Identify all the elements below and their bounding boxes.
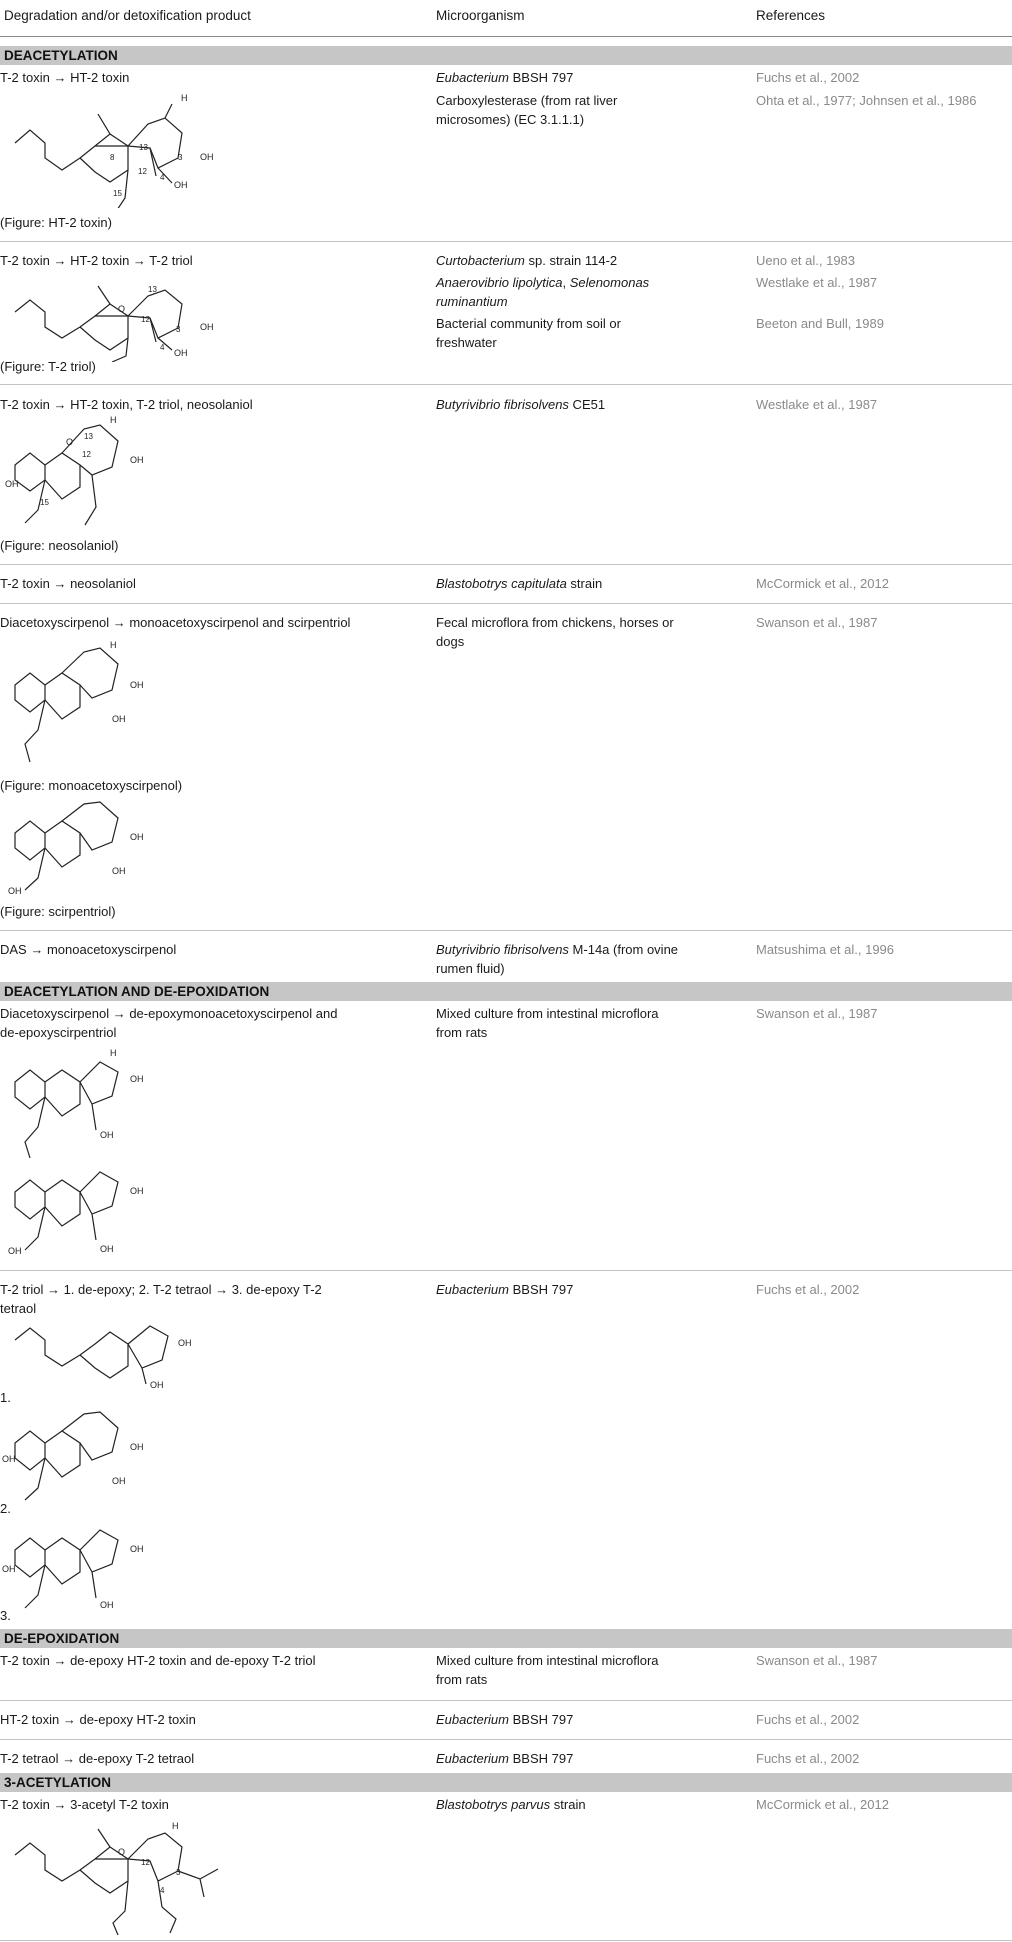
section-header: 3-ACETYLATION bbox=[0, 1773, 1012, 1792]
organism-text: Mixed culture from intestinal microflora bbox=[436, 1006, 659, 1021]
organism-text: ruminantium bbox=[436, 294, 508, 309]
svg-text:12: 12 bbox=[141, 315, 150, 324]
reference-text: Beeton and Bull, 1989 bbox=[756, 316, 884, 331]
section-header: DEACETYLATION AND DE-EPOXIDATION bbox=[0, 982, 1012, 1001]
product-text: Diacetoxyscirpenol → monoacetoxyscirpenol and scirpentriol bbox=[0, 615, 351, 630]
svg-text:OH: OH bbox=[130, 1074, 144, 1084]
svg-text:4: 4 bbox=[160, 343, 165, 352]
organism-text: Eubacterium BBSH 797 bbox=[436, 1751, 574, 1766]
structure-t2-triol bbox=[0, 272, 260, 362]
figure-caption: (Figure: neosolaniol) bbox=[0, 538, 119, 553]
svg-text:H: H bbox=[172, 1821, 179, 1831]
organism-text: freshwater bbox=[436, 335, 497, 350]
organism-text: dogs bbox=[436, 634, 465, 649]
reference-text: Fuchs et al., 2002 bbox=[756, 70, 860, 85]
organism-text: Blastobotrys capitulata strain bbox=[436, 576, 603, 591]
structure-label: 2. bbox=[0, 1501, 11, 1516]
svg-text:H: H bbox=[181, 93, 188, 103]
col-header-organism: Microorganism bbox=[436, 8, 525, 23]
col-header-product: Degradation and/or detoxification product bbox=[4, 8, 251, 23]
svg-text:H: H bbox=[110, 415, 117, 425]
product-text: T-2 triol → 1. de-epoxy; 2. T-2 tetraol → 3. de-epoxy T-2 bbox=[0, 1282, 322, 1297]
structure-label: 3. bbox=[0, 1608, 11, 1623]
section-header: DEACETYLATION bbox=[0, 46, 1012, 65]
structure-t2-tetraol bbox=[0, 1408, 260, 1508]
svg-text:OH: OH bbox=[130, 832, 144, 842]
structure-de-epoxy-t2-triol bbox=[0, 1318, 260, 1390]
col-header-references: References bbox=[756, 8, 826, 23]
organism-text: Blastobotrys parvus strain bbox=[436, 1797, 586, 1812]
structure-label: 1. bbox=[0, 1390, 11, 1405]
svg-text:OH: OH bbox=[178, 1338, 192, 1348]
product-text: T-2 toxin → HT-2 toxin → T-2 triol bbox=[0, 253, 193, 268]
svg-text:12: 12 bbox=[82, 450, 91, 459]
structure-3-acetyl-t2-toxin bbox=[0, 1815, 260, 1937]
figure-caption: (Figure: monoacetoxyscirpenol) bbox=[0, 778, 183, 793]
figure-caption: (Figure: T-2 triol) bbox=[0, 359, 96, 374]
product-text: DAS → monoacetoxyscirpenol bbox=[0, 942, 177, 957]
svg-text:OH: OH bbox=[100, 1600, 114, 1610]
structure-de-epoxy-t2-tetraol bbox=[0, 1520, 260, 1615]
section-header: DE-EPOXIDATION bbox=[0, 1629, 1012, 1648]
svg-text:OH: OH bbox=[100, 1244, 114, 1254]
organism-text: Eubacterium BBSH 797 bbox=[436, 1282, 574, 1297]
svg-text:OH: OH bbox=[150, 1380, 164, 1390]
svg-text:H: H bbox=[110, 1048, 117, 1058]
structure-de-epoxymonoacetoxyscirpenol bbox=[0, 1042, 260, 1162]
svg-text:OH: OH bbox=[130, 1186, 144, 1196]
organism-text: Butyrivibrio fibrisolvens M-14a (from ovine bbox=[436, 942, 679, 957]
row-separator bbox=[0, 241, 1012, 242]
reference-text: Ohta et al., 1977; Johnsen et al., 1986 bbox=[756, 93, 977, 108]
organism-text: Mixed culture from intestinal microflora bbox=[436, 1653, 659, 1668]
product-text: de-epoxyscirpentriol bbox=[0, 1025, 117, 1040]
reference-text: Fuchs et al., 2002 bbox=[756, 1751, 860, 1766]
organism-text: rumen fluid) bbox=[436, 961, 505, 976]
table-header bbox=[0, 0, 1012, 37]
svg-text:OH: OH bbox=[200, 322, 214, 332]
svg-text:OH: OH bbox=[8, 1246, 22, 1256]
organism-text: Butyrivibrio fibrisolvens CE51 bbox=[436, 397, 606, 412]
svg-text:4: 4 bbox=[160, 1886, 165, 1895]
reference-text: Ueno et al., 1983 bbox=[756, 253, 856, 268]
row-separator bbox=[0, 1700, 1012, 1701]
structure-ht2-toxin bbox=[0, 88, 260, 208]
reference-text: Fuchs et al., 2002 bbox=[756, 1282, 860, 1297]
organism-text: Anaerovibrio lipolytica, Selenomonas bbox=[436, 275, 650, 290]
svg-text:H: H bbox=[110, 640, 117, 650]
product-text: tetraol bbox=[0, 1301, 37, 1316]
svg-text:12: 12 bbox=[138, 167, 147, 176]
organism-text: Fecal microflora from chickens, horses or bbox=[436, 615, 674, 630]
reference-text: McCormick et al., 2012 bbox=[756, 1797, 889, 1812]
svg-text:4: 4 bbox=[160, 173, 165, 182]
svg-text:OH: OH bbox=[112, 1476, 126, 1486]
row-separator bbox=[0, 603, 1012, 604]
svg-text:OH: OH bbox=[130, 1544, 144, 1554]
svg-text:OH: OH bbox=[174, 180, 188, 190]
figure-caption: (Figure: scirpentriol) bbox=[0, 904, 116, 919]
svg-text:O: O bbox=[118, 304, 126, 314]
svg-text:8: 8 bbox=[110, 153, 115, 162]
svg-text:OH: OH bbox=[5, 479, 19, 489]
product-text: T-2 toxin → HT-2 toxin bbox=[0, 70, 130, 85]
organism-text: from rats bbox=[436, 1672, 488, 1687]
product-text: T-2 tetraol → de-epoxy T-2 tetraol bbox=[0, 1751, 195, 1766]
reference-text: Fuchs et al., 2002 bbox=[756, 1712, 860, 1727]
product-text: T-2 toxin → neosolaniol bbox=[0, 576, 136, 591]
product-text: Diacetoxyscirpenol → de-epoxymonoacetoxyscirpenol and bbox=[0, 1006, 338, 1021]
organism-text: microsomes) (EC 3.1.1.1) bbox=[436, 112, 585, 127]
svg-text:OH: OH bbox=[130, 680, 144, 690]
organism-text: Carboxylesterase (from rat liver bbox=[436, 93, 618, 108]
svg-text:OH: OH bbox=[112, 866, 126, 876]
reference-text: Westlake et al., 1987 bbox=[756, 275, 878, 290]
reference-text: Swanson et al., 1987 bbox=[756, 615, 878, 630]
structure-de-epoxyscirpentriol bbox=[0, 1162, 260, 1262]
table-bottom-rule bbox=[0, 1940, 1012, 1941]
row-separator bbox=[0, 564, 1012, 565]
svg-text:OH: OH bbox=[200, 152, 214, 162]
svg-text:OH: OH bbox=[2, 1564, 16, 1574]
product-text: T-2 toxin → 3-acetyl T-2 toxin bbox=[0, 1797, 169, 1812]
reference-text: Westlake et al., 1987 bbox=[756, 397, 878, 412]
reference-text: Swanson et al., 1987 bbox=[756, 1006, 878, 1021]
product-text: T-2 toxin → HT-2 toxin, T-2 triol, neosolaniol bbox=[0, 397, 253, 412]
organism-text: Bacterial community from soil or bbox=[436, 316, 621, 331]
figure-caption: (Figure: HT-2 toxin) bbox=[0, 215, 112, 230]
svg-text:15: 15 bbox=[40, 498, 49, 507]
svg-text:OH: OH bbox=[2, 1454, 16, 1464]
organism-text: from rats bbox=[436, 1025, 488, 1040]
svg-text:O: O bbox=[66, 437, 74, 447]
row-separator bbox=[0, 384, 1012, 385]
svg-text:OH: OH bbox=[130, 1442, 144, 1452]
structure-neosolaniol bbox=[0, 415, 260, 535]
svg-text:OH: OH bbox=[174, 348, 188, 358]
structure-scirpentriol bbox=[0, 798, 260, 898]
svg-text:OH: OH bbox=[8, 886, 22, 896]
svg-text:3: 3 bbox=[176, 1868, 181, 1877]
svg-text:O: O bbox=[118, 1847, 126, 1857]
svg-text:3: 3 bbox=[176, 325, 181, 334]
reference-text: McCormick et al., 2012 bbox=[756, 576, 889, 591]
svg-text:3: 3 bbox=[178, 153, 183, 162]
row-separator bbox=[0, 930, 1012, 931]
svg-text:15: 15 bbox=[113, 189, 122, 198]
svg-text:OH: OH bbox=[130, 455, 144, 465]
reference-text: Matsushima et al., 1996 bbox=[756, 942, 895, 957]
svg-text:13: 13 bbox=[148, 285, 157, 294]
row-separator bbox=[0, 1270, 1012, 1271]
svg-text:OH: OH bbox=[112, 714, 126, 724]
reference-text: Swanson et al., 1987 bbox=[756, 1653, 878, 1668]
svg-text:12: 12 bbox=[141, 1858, 150, 1867]
product-text: T-2 toxin → de-epoxy HT-2 toxin and de-epoxy T-2 triol bbox=[0, 1653, 316, 1668]
svg-text:OH: OH bbox=[100, 1130, 114, 1140]
structure-monoacetoxyscirpenol bbox=[0, 640, 260, 770]
organism-text: Curtobacterium sp. strain 114-2 bbox=[436, 253, 618, 268]
row-separator bbox=[0, 1739, 1012, 1740]
product-text: HT-2 toxin → de-epoxy HT-2 toxin bbox=[0, 1712, 196, 1727]
organism-text: Eubacterium BBSH 797 bbox=[436, 70, 574, 85]
svg-text:13: 13 bbox=[139, 143, 148, 152]
svg-text:13: 13 bbox=[84, 432, 93, 441]
organism-text: Eubacterium BBSH 797 bbox=[436, 1712, 574, 1727]
